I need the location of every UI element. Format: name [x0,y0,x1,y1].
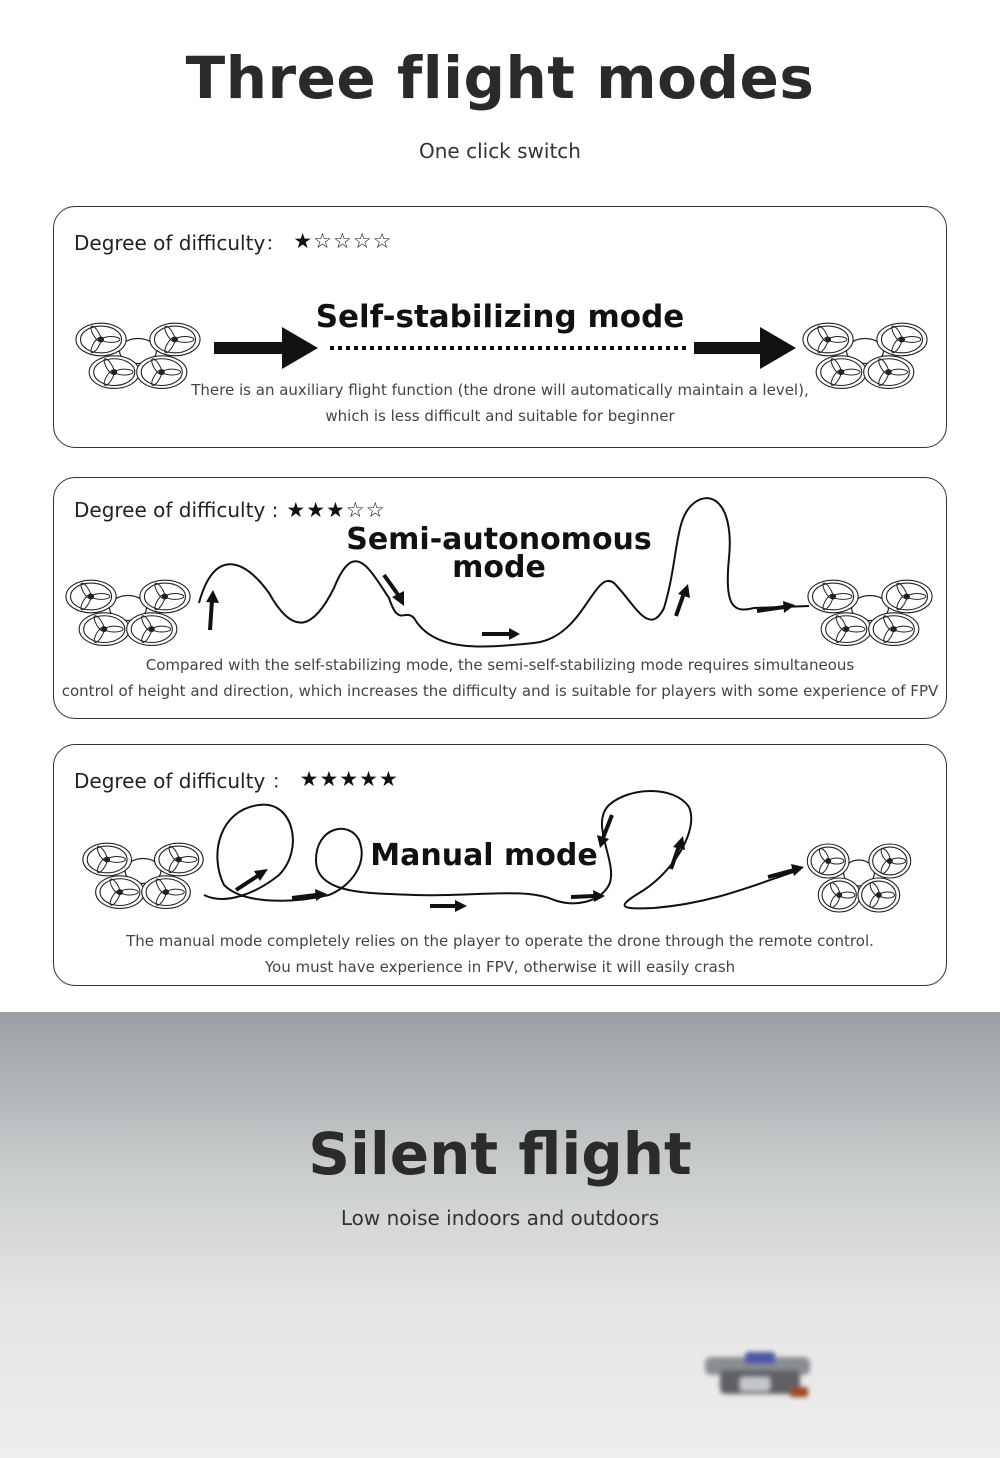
star-filled-icon: ★ [286,497,306,522]
arrow-icon [384,575,404,606]
mode-card-self-stabilizing [53,206,947,448]
star-empty-icon: ☆ [372,229,392,253]
drone-drawing [79,823,207,919]
drone-drawing [62,560,194,656]
mode-card-manual [53,744,947,986]
mode-title-line: Semi-autonomous [346,522,652,557]
star-empty-icon: ☆ [313,229,332,253]
arrow-icon [282,327,318,369]
arrow-icon [430,900,467,912]
star-empty-icon: ☆ [365,497,385,522]
mode-card-semi-autonomous [53,477,947,719]
difficulty-label: Degree of difficulty： [74,231,286,255]
star-filled-icon: ★ [293,229,313,253]
drone-photo [0,1012,1000,1458]
arrow-icon [597,815,612,848]
silent-flight-title: Silent flight [308,1120,692,1188]
mode-title: Manual mode [370,838,598,873]
mode-title-line: mode [452,550,546,585]
flight-path [199,498,809,646]
star-filled-icon: ★ [299,767,319,791]
star-filled-icon: ★ [378,767,398,791]
page-title: Three flight modes [185,44,815,112]
star-filled-icon: ★ [359,767,378,791]
star-filled-icon: ★ [306,497,326,522]
difficulty-label: Degree of difficulty ： [74,769,292,793]
arrow-icon [676,584,690,616]
star-empty-icon: ☆ [352,229,372,253]
description-line: You must have experience in FPV, otherwise it will easily crash [264,958,736,976]
star-filled-icon: ★ [319,767,339,791]
star-empty-icon: ☆ [332,229,352,253]
arrow-icon [760,327,796,369]
description-line: The manual mode completely relies on the player to operate the drone through the remote control. [126,932,874,950]
flight-path [204,791,799,908]
mode-description [54,377,946,429]
arrow-icon [206,590,219,630]
mode-description [54,652,946,704]
description-line: There is an auxiliary flight function (the drone will automatically maintain a level), [191,381,809,399]
drone-icon [804,823,914,923]
drone-icon [62,560,194,656]
arrow-icon [671,836,685,869]
star-filled-icon: ★ [339,767,359,791]
drone-icon [804,560,936,656]
drone-drawing [804,823,914,923]
description-line: Compared with the self-stabilizing mode, the semi-self-stabilizing mode requires simultaneous [145,656,855,674]
silent-flight-subtitle: Low noise indoors and outdoors [340,1206,660,1230]
page-subtitle: One click switch [419,139,581,163]
description-line: which is less difficult and suitable for beginner [325,407,675,425]
mode-title: Self-stabilizing mode [315,299,685,335]
star-filled-icon: ★ [326,497,345,522]
description-line: control of height and direction, which increases the difficulty and is suitable for players with some experience of FPV [61,682,939,700]
star-empty-icon: ☆ [345,497,365,522]
silent-flight-banner [0,1012,1000,1458]
drone-icon [79,823,207,919]
difficulty-label: Degree of difficulty : [74,498,279,522]
drone-drawing [804,560,936,656]
mode-description [54,928,946,980]
arrow-icon [482,628,520,640]
